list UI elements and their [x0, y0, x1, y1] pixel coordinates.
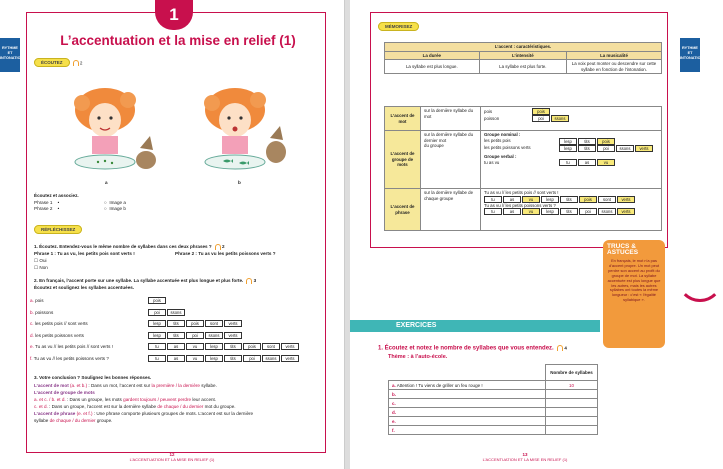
ecoutez-section	[34, 60, 82, 66]
mem-title: L’accent : caractéristiques.	[385, 43, 662, 52]
syllable-box[interactable]: ssons	[598, 208, 616, 215]
q2-row-label: d. les petits poissons verts	[30, 332, 84, 338]
type-mot-desc: sur la dernière syllabe du mot	[421, 107, 481, 131]
syllable-box[interactable]: verts	[617, 196, 635, 203]
syllable-box[interactable]: pois	[243, 343, 261, 350]
q1-text: 1. Écoutez. Entendez-vous le même nombre de syllabes dans ces deux phrases ? 2	[34, 244, 225, 250]
syllable-box[interactable]: lesp	[559, 138, 577, 145]
ex1-theme: Thème : à l’auto-école.	[388, 354, 448, 360]
syllable-box[interactable]: verts	[224, 320, 242, 327]
ex1-row-label: b.	[389, 390, 546, 399]
type-phrase-examples: Tu as vu // les petits pois // sont verts ! tu as vu lesp tits pois sont verts Tu as vu // les petits poissons verts ? tu as vu lesp tits poi ssons verts	[481, 189, 662, 231]
syllable-box[interactable]: tu	[148, 343, 166, 350]
syllable-box[interactable]: poi	[579, 208, 597, 215]
headphones-icon	[73, 60, 79, 66]
syllable-box[interactable]: pois	[186, 320, 204, 327]
q2-row-label: b. poissons	[30, 309, 54, 315]
trucs-text: En français, le mot n’a pas d’accent propre. Un mot peut perdre son accent au profit du groupe de mot. La syllabe accentuée est plus longue que les autres, mais les autres syllabes ont toutes la même longueur : c’est « l’égalité syllabique ».	[607, 258, 661, 303]
right-page	[350, 0, 704, 469]
syllable-box[interactable]: ssons	[205, 332, 223, 339]
ex1-row-answer[interactable]	[546, 390, 598, 399]
q2-row	[30, 296, 167, 305]
q3-title: 3. Votre conclusion ? Soulignez les bonnes réponses.	[34, 375, 152, 380]
syllable-box[interactable]: lesp	[148, 332, 166, 339]
syllable-box[interactable]: poi	[148, 309, 166, 316]
ex1-row-label: a. Attention ! Tu viens de griller un feu rouge !	[389, 381, 546, 390]
mem-header-musicalite: La musicalité	[567, 51, 662, 60]
syllable-box[interactable]: tu	[148, 355, 166, 362]
ex1-row	[389, 426, 598, 435]
ex1-row	[389, 381, 598, 390]
syllable-box[interactable]: sont	[262, 343, 280, 350]
syllable-box[interactable]: pois	[148, 297, 166, 304]
syllable-box[interactable]: poi	[597, 145, 615, 152]
syllable-box[interactable]: ssons	[551, 115, 569, 122]
syllable-box[interactable]: tu	[559, 159, 577, 166]
q2-row	[30, 342, 300, 351]
syllable-box[interactable]: lesp	[205, 343, 223, 350]
q3-line-2: L’accent de groupe de mots	[34, 390, 95, 395]
match-phrase-1[interactable]: Phrase 1 •	[34, 200, 60, 205]
syllable-box[interactable]: tu	[484, 196, 502, 203]
ex1-row-label: d.	[389, 408, 546, 417]
ex1-row-label: e.	[389, 417, 546, 426]
syllable-box[interactable]: poi	[532, 115, 550, 122]
ex1-row	[389, 408, 598, 417]
syllable-box[interactable]: verts	[617, 208, 635, 215]
illustration-b	[190, 78, 290, 178]
type-phrase-desc: sur la dernière syllabe de chaque groupe	[421, 189, 481, 231]
chapter-badge: 1	[155, 0, 193, 30]
right-side-tab: RYTHME ET INTONATION	[680, 38, 700, 72]
accent-types-table	[384, 106, 662, 231]
choice-premiere-derniere[interactable]: la première / la dernière	[151, 383, 200, 388]
ex1-col-header: Nombre de syllabes	[546, 365, 598, 381]
ex1-row-answer[interactable]	[546, 408, 598, 417]
syllable-box[interactable]: tits	[578, 145, 596, 152]
q1-phrase1: Phrase 1 : Tu as vu, les petits pois sont verts !	[34, 251, 135, 256]
syllable-box[interactable]: lesp	[148, 320, 166, 327]
syllable-box[interactable]: lesp	[541, 208, 559, 215]
ex1-row-answer[interactable]: 10	[546, 381, 598, 390]
choice-chaque-dernier[interactable]: de chaque / du dernier	[157, 404, 204, 409]
syllable-box[interactable]: poi	[186, 332, 204, 339]
q1-phrase2: Phrase 2 : Tu as vu les petits poissons verts ?	[175, 251, 276, 256]
ex1-row-label: c.	[389, 399, 546, 408]
ex1-title: 1. Écoutez et notez le nombre de syllabes que vous entendez. 4	[378, 345, 567, 352]
syllable-box[interactable]: vu	[522, 208, 540, 215]
syllable-box[interactable]: tits	[560, 208, 578, 215]
type-phrase-head: L’accent de phrase	[385, 189, 421, 231]
q3-line-3: a. et c. / b. et d. : Dans un groupe, les mots gardent toujours / peuvent perdre leur accent.	[34, 397, 217, 402]
type-mot-head: L’accent de mot	[385, 107, 421, 131]
image-label-a: a	[105, 180, 108, 185]
q2-text-2: Écoutez et soulignez les syllabes accentuées.	[34, 285, 135, 290]
headphones-icon	[557, 345, 563, 351]
reflechissez-badge: RÉFLÉCHISSEZ	[34, 225, 82, 234]
q2-row-label: f. Tu as vu // les petits poissons verts ?	[30, 355, 109, 361]
left-page	[0, 0, 345, 469]
syllable-box[interactable]: lesp	[541, 196, 559, 203]
headphones-icon	[246, 278, 252, 284]
choice-gardent-perdre[interactable]: gardent toujours / peuvent perdre	[123, 397, 192, 402]
mem-header-duree: La durée	[385, 51, 480, 60]
syllable-box[interactable]: pois	[597, 138, 615, 145]
q2-row	[30, 319, 243, 328]
mem-value-musicalite: La voix peut monter ou descendre sur cette syllabe en fonction de l’intonation.	[567, 60, 662, 74]
q2-row	[30, 308, 186, 317]
type-mot-examples: pois pois poisson poi ssons	[481, 107, 662, 131]
syllable-box[interactable]: as	[167, 355, 185, 362]
page-title: L’accentuation et la mise en relief (1)	[60, 33, 296, 48]
syllable-box[interactable]: poi	[243, 355, 261, 362]
characteristics-table	[384, 42, 662, 74]
left-footer: 12 L’ACCENTUATION ET LA MISE EN RELIEF (1)	[129, 452, 215, 462]
ex1-row-answer[interactable]	[546, 399, 598, 408]
listen-instruction: Écoutez et associez.	[34, 193, 79, 198]
q1-option-non[interactable]: ☐ Non	[34, 265, 48, 270]
headphones-icon	[215, 244, 221, 250]
syllable-box[interactable]: verts	[635, 145, 653, 152]
syllable-box[interactable]: vu	[186, 355, 204, 362]
mem-header-intensite: L’intensité	[479, 51, 566, 60]
ex1-row-label: f.	[389, 426, 546, 435]
syllable-box[interactable]: ssons	[616, 145, 634, 152]
q2-row	[30, 331, 243, 340]
syllable-box[interactable]: verts	[281, 355, 299, 362]
syllable-box[interactable]: verts	[281, 343, 299, 350]
q2-row-label: e. Tu as vu // les petits pois // sont verts !	[30, 344, 113, 349]
syllable-box[interactable]: tits	[167, 332, 185, 339]
syllable-box[interactable]: sont	[598, 196, 616, 203]
ex1-table	[388, 364, 598, 435]
syllable-box[interactable]: as	[578, 159, 596, 166]
syllable-box[interactable]: as	[503, 208, 521, 215]
trucs-astuces-box	[603, 240, 665, 348]
syllable-box[interactable]: as	[503, 196, 521, 203]
right-footer: 13 L’ACCENTUATION ET LA MISE EN RELIEF (1)	[482, 452, 568, 462]
ex1-row	[389, 399, 598, 408]
q2-row-label: a. pois	[30, 298, 44, 303]
type-groupe-desc: sur la dernière syllabe du dernier mot du groupe	[421, 131, 481, 189]
illustration-a	[60, 78, 160, 178]
type-groupe-examples: Groupe nominal : les petits pois lesp tits pois les petits poissons verts lesp tits poi ssons verts Groupe verbal : tu as vu tu as vu	[481, 131, 662, 189]
memorisez-section	[378, 24, 419, 30]
ex1-row	[389, 390, 598, 399]
match-phrase-2[interactable]: Phrase 2 •	[34, 206, 60, 211]
audio-track: 2	[79, 60, 83, 66]
syllable-box[interactable]: as	[167, 343, 185, 350]
syllable-box[interactable]: ssons	[262, 355, 280, 362]
syllable-box[interactable]: tits	[224, 343, 242, 350]
q2-row	[30, 354, 300, 363]
syllable-box[interactable]: vu	[522, 196, 540, 203]
q1-option-oui[interactable]: ☐ Oui	[34, 258, 47, 263]
syllable-box[interactable]: verts	[224, 332, 242, 339]
syllable-box[interactable]: tits	[578, 138, 596, 145]
mem-value-duree: La syllabe est plus longue.	[385, 60, 480, 74]
ex1-row-answer[interactable]	[546, 417, 598, 426]
syllable-box[interactable]: tits	[167, 320, 185, 327]
q2-row-label: c. les petits pois // sont verts	[30, 321, 88, 326]
syllable-box[interactable]: tu	[484, 208, 502, 215]
mem-value-intensite: La syllabe est plus forte.	[479, 60, 566, 74]
choice-chaque-dernier-groupe[interactable]: de chaque / du dernier	[49, 418, 96, 423]
q3-line-1: L’accent de mot (a. et b.) : Dans un mot, l’accent est sur la première / la dernière syllabe.	[34, 383, 217, 388]
q3-line-5: L’accent de phrase (e. et f.) : Une phrase comporte plusieurs groupes de mots. L’accent est sur la dernière	[34, 411, 254, 416]
match-image-b[interactable]: ○ Image b	[104, 206, 126, 211]
match-image-a[interactable]: ○ Image a	[104, 200, 126, 205]
syllable-box[interactable]: pois	[579, 196, 597, 203]
ex1-row-answer[interactable]	[546, 426, 598, 435]
ecoutez-badge: ÉCOUTEZ	[34, 58, 70, 67]
syllable-box[interactable]: tits	[560, 196, 578, 203]
syllable-box[interactable]: lesp	[205, 355, 223, 362]
q2-text: 2. En français, l’accent porte sur une syllabe. La syllabe accentuée est plus longue et plus forte. 3	[34, 278, 257, 284]
syllable-box[interactable]: tits	[224, 355, 242, 362]
type-groupe-head: L’accent de groupe de mots	[385, 131, 421, 189]
syllable-box[interactable]: lesp	[559, 145, 577, 152]
reflechissez-section	[34, 227, 82, 233]
syllable-box[interactable]: ssons	[167, 309, 185, 316]
syllable-box[interactable]: vu	[186, 343, 204, 350]
syllable-box[interactable]: sont	[205, 320, 223, 327]
syllable-box[interactable]: vu	[597, 159, 615, 166]
decorative-spiral	[677, 256, 723, 302]
exercices-banner: EXERCICES	[350, 320, 600, 332]
q3-line-4: c. et d. : Dans un groupe, l’accent est sur la dernière syllabe de chaque / du dernier mot du groupe.	[34, 404, 236, 409]
q3-line-6: syllabe de chaque / du dernier groupe.	[34, 418, 113, 423]
memorisez-badge: MÉMORISEZ	[378, 22, 419, 31]
ex1-row	[389, 417, 598, 426]
syllable-box[interactable]: pois	[532, 108, 550, 115]
left-side-tab: RYTHME ET INTONATION	[0, 38, 20, 72]
image-label-b: b	[238, 180, 241, 185]
trucs-title: TRUCS & ASTUCES	[607, 243, 639, 256]
